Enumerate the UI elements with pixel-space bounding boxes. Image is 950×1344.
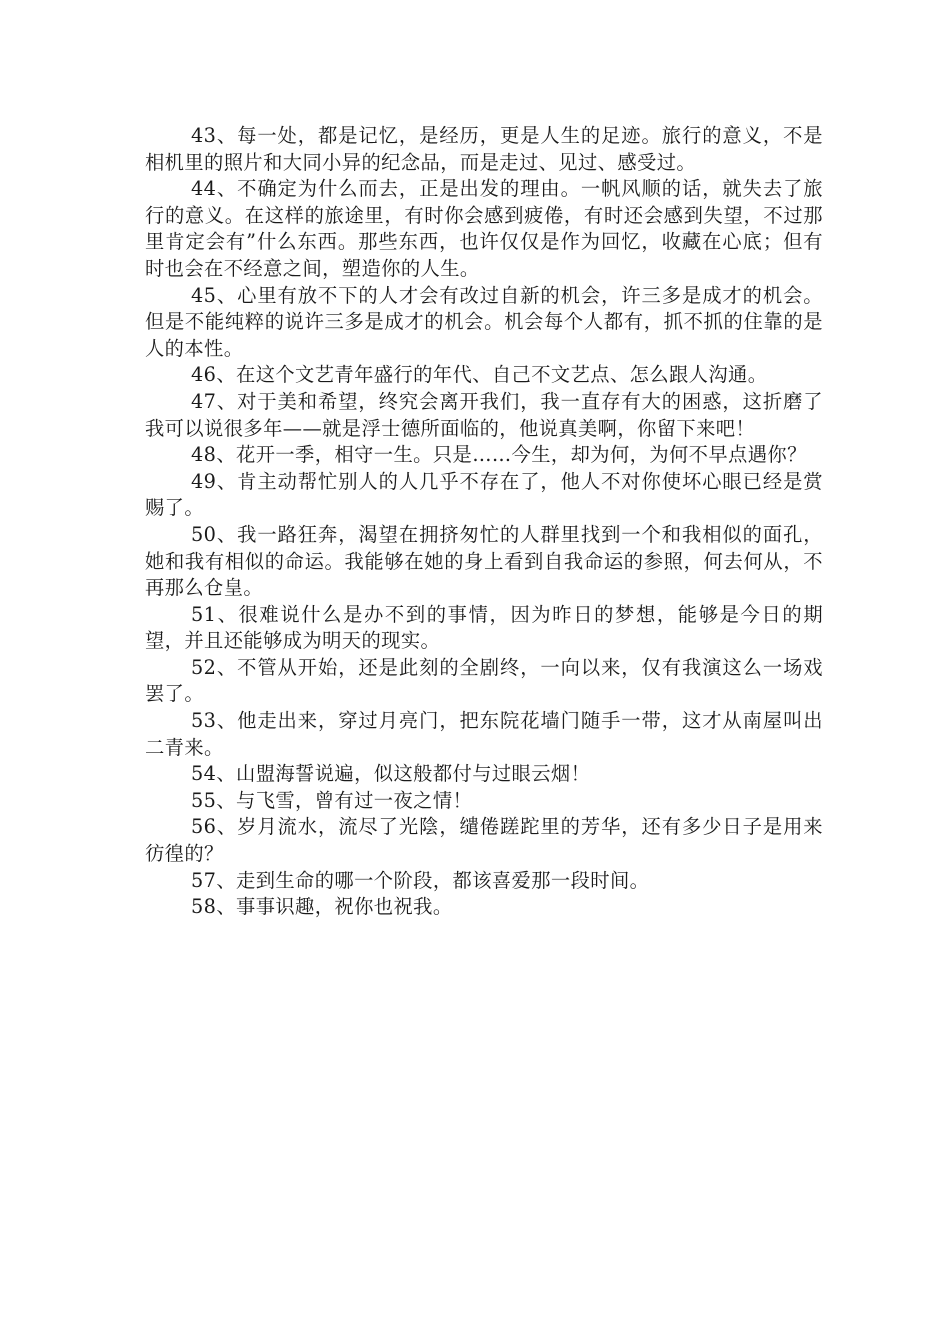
paragraph-48: 48、花开一季，相守一生。只是……今生，却为何，为何不早点遇你？ [191, 443, 807, 467]
paragraph-54: 54、山盟海誓说遍，似这般都付与过眼云烟！ [191, 762, 591, 786]
paragraph-46: 46、在这个文艺青年盛行的年代、自己不文艺点、怎么跟人沟通。 [191, 363, 768, 387]
paragraph-57: 57、走到生命的哪一个阶段，都该喜爱那一段时间。 [191, 868, 650, 892]
paragraph-44: 44、不确定为什么而去，正是出发的理由。一帆风顺的话，就失去了旅行的意义。在这样的旅途里，有时你会感到疲倦，有时还会感到失望，不过那里肯定会有”什么东西。那些东西，也许仅仅是作为回忆，收藏在心底；但有时也会在不经意之间，塑造你的人生。 [145, 177, 823, 280]
paragraph-43: 43、每一处，都是记忆，是经历，更是人生的足迹。旅行的意义，不是相机里的照片和大同小异的纪念品，而是走过、见过、感受过。 [145, 124, 823, 174]
paragraph-56: 56、岁月流水，流尽了光陰，缱倦蹉跎里的芳华，还有多少日子是用来彷徨的？ [145, 815, 823, 866]
paragraph-55: 55、与飞雪，曾有过一夜之情！ [191, 788, 473, 812]
paragraph-47: 47、对于美和希望，终究会离开我们，我一直存有大的困惑，这折磨了我可以说很多年——就是浮士德所面临的，他说真美啊，你留下来吧！ [145, 389, 823, 440]
paragraph-53: 53、他走出来，穿过月亮门，把东院花墙门随手一带，这才从南屋叫出二青来。 [145, 709, 823, 759]
paragraph-58: 58、事事识趣，祝你也祝我。 [191, 895, 453, 919]
paragraph-52: 52、不管从开始，还是此刻的全剧终，一向以来，仅有我演这么一场戏罢了。 [145, 655, 823, 706]
paragraph-45: 45、心里有放不下的人才会有改过自新的机会，许三多是成才的机会。但是不能纯粹的说许三多是成才的机会。机会每个人都有，抓不抓的住靠的是人的本性。 [145, 283, 823, 360]
paragraph-49: 49、肯主动帮忙别人的人几乎不存在了，他人不对你使坏心眼已经是赏赐了。 [145, 469, 823, 520]
document-body [145, 123, 823, 921]
paragraph-50: 50、我一路狂奔，渴望在拥挤匆忙的人群里找到一个和我相似的面孔，她和我有相似的命运。我能够在她的身上看到自我命运的参照，何去何从，不再那么仓皇。 [145, 522, 823, 600]
paragraph-51: 51、很难说什么是办不到的事情，因为昨日的梦想，能够是今日的期望，并且还能够成为明天的现实。 [145, 602, 823, 653]
